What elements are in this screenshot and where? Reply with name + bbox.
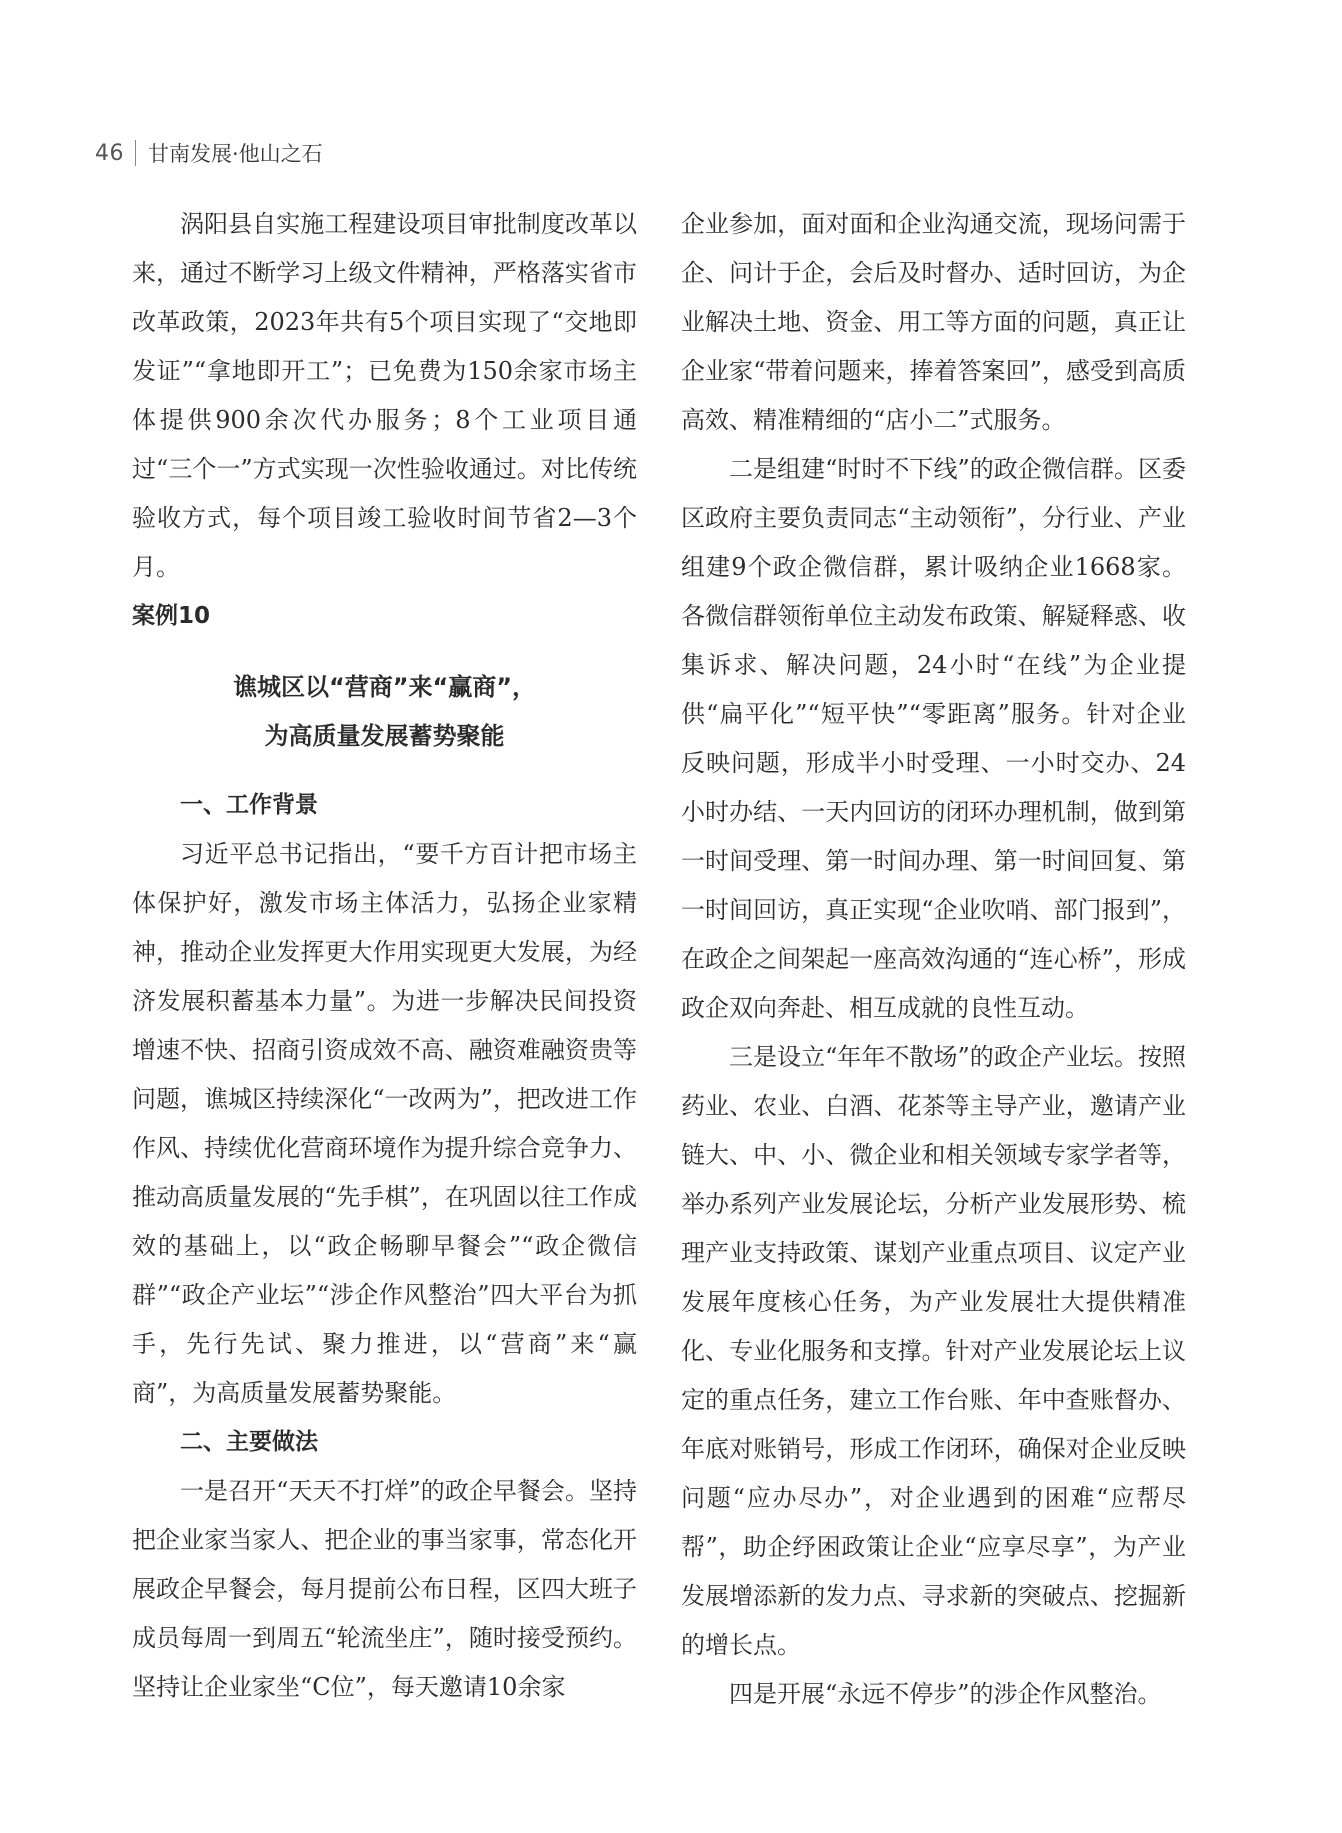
- paragraph: 一是召开“天天不打烊”的政企早餐会。坚持把企业家当家人、把企业的事当家事，常态化开展政企早餐会，每月提前公布日程，区四大班子成员每周一到周五“轮流坐庄”，随时接受预约。坚持让企业家坐“C位”，每天邀请10余家: [132, 1477, 637, 1701]
- left-column: [132, 200, 637, 1712]
- header-divider: [135, 140, 136, 166]
- paragraph: 涡阳县自实施工程建设项目审批制度改革以来，通过不断学习上级文件精神，严格落实省市改革政策，2023年共有5个项目实现了“交地即发证”“拿地即开工”；已免费为150余家市场主体提供900余次代办服务；8个工业项目通过“三个一”方式实现一次性验收通过。对比传统验收方式，每个项目竣工验收时间节省2—3个月。: [132, 210, 637, 581]
- paragraph: 习近平总书记指出，“要千方百计把市场主体保护好，激发市场主体活力，弘扬企业家精神，推动企业发挥更大作用实现更大发展，为经济发展积蓄基本力量”。为进一步解决民间投资增速不快、招商引资成效不高、融资难融资贵等问题，谯城区持续深化“一改两为”，把改进工作作风、持续优化营商环境作为提升综合竞争力、推动高质量发展的“先手棋”，在巩固以往工作成效的基础上，以“政企畅聊早餐会”“政企微信群”“政企产业坛”“涉企作风整治”四大平台为抓手，先行先试、聚力推进，以“营商”来“赢商”，为高质量发展蓄势聚能。: [132, 840, 637, 1407]
- page-header: [95, 135, 323, 171]
- section-heading: 二、主要做法: [180, 1429, 318, 1455]
- article-title-line: 谯城区以“营商”来“赢商”，: [232, 673, 537, 701]
- page-number: 46: [95, 140, 124, 166]
- section-heading: 一、工作背景: [180, 792, 318, 818]
- paragraph: 二是组建“时时不下线”的政企微信群。区委区政府主要负责同志“主动领衔”，分行业、产业组建9个政企微信群，累计吸纳企业1668家。各微信群领衔单位主动发布政策、解疑释惑、收集诉求、解决问题，24小时“在线”为企业提供“扁平化”“短平快”“零距离”服务。针对企业反映问题，形成半小时受理、一小时交办、24小时办结、一天内回访的闭环办理机制，做到第一时间受理、第一时间办理、第一时间回复、第一时间回访，真正实现“企业吹哨、部门报到”，在政企之间架起一座高效沟通的“连心桥”，形成政企双向奔赴、相互成就的良性互动。: [681, 455, 1186, 1022]
- article-title-line: 为高质量发展蓄势聚能: [264, 722, 505, 750]
- case-label: 案例10: [132, 603, 211, 629]
- article-title: [132, 663, 637, 761]
- paragraph: 四是开展“永远不停步”的涉企作风整治。: [729, 1680, 1162, 1708]
- paragraph: 企业参加，面对面和企业沟通交流，现场问需于企、问计于企，会后及时督办、适时回访，为企业解决土地、资金、用工等方面的问题，真正让企业家“带着问题来，捧着答案回”，感受到高质高效、精准精细的“店小二”式服务。: [681, 210, 1186, 434]
- running-title: 甘南发展·他山之石: [148, 142, 323, 166]
- paragraph: 三是设立“年年不散场”的政企产业坛。按照药业、农业、白酒、花茶等主导产业，邀请产业链大、中、小、微企业和相关领域专家学者等，举办系列产业发展论坛，分析产业发展形势、梳理产业支持政策、谋划产业重点项目、议定产业发展年度核心任务，为产业发展壮大提供精准化、专业化服务和支撑。针对产业发展论坛上议定的重点任务，建立工作台账、年中查账督办、年底对账销号，形成工作闭环，确保对企业反映问题“应办尽办”，对企业遇到的困难“应帮尽帮”，助企纾困政策让企业“应享尽享”，为产业发展增添新的发力点、寻求新的突破点、挖掘新的增长点。: [681, 1043, 1186, 1659]
- right-column: [681, 200, 1186, 1719]
